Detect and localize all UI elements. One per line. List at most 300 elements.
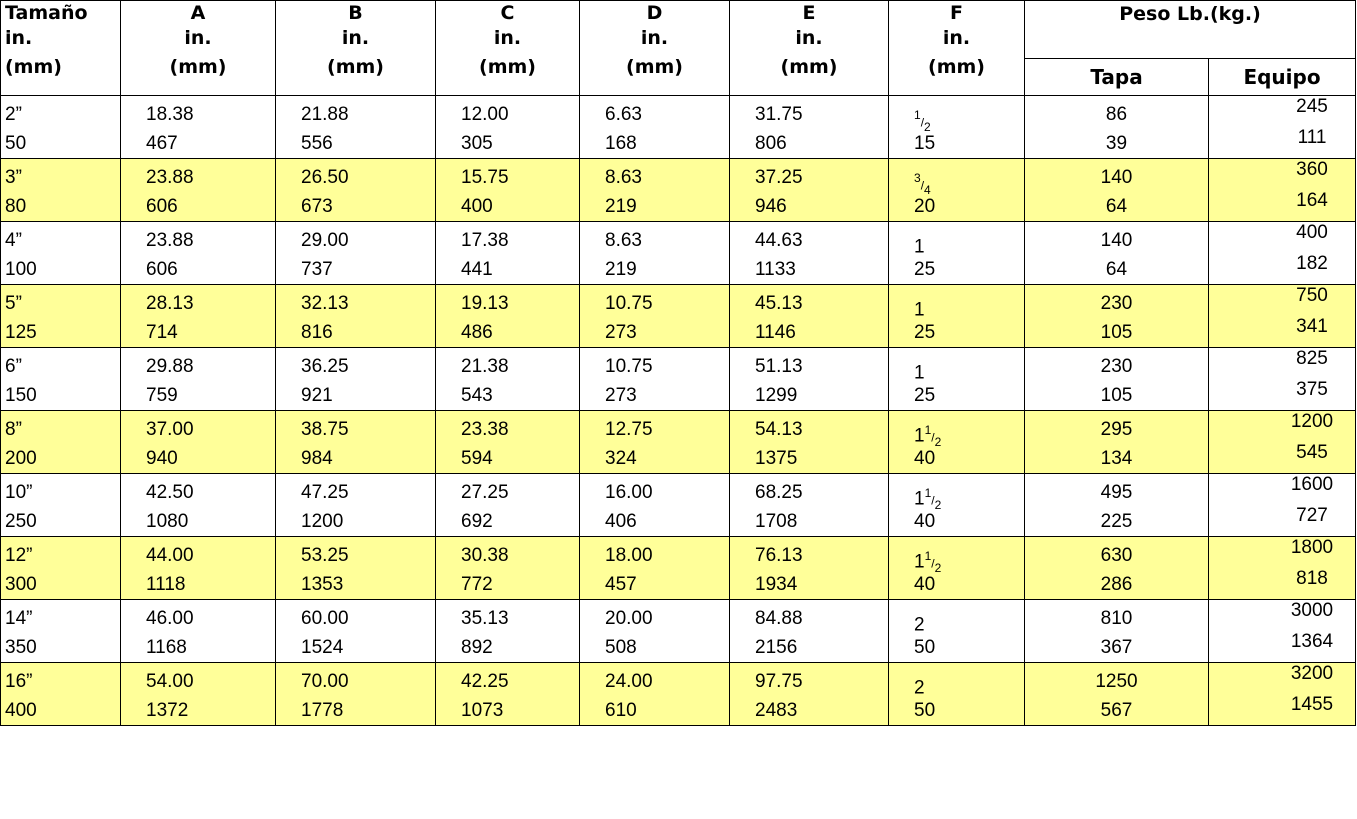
cell-tapa-in: 1250 bbox=[1095, 671, 1138, 692]
table-row bbox=[1, 537, 1356, 600]
cell-size-mm: 150 bbox=[5, 385, 37, 406]
cell-b-mm: 1524 bbox=[301, 637, 344, 658]
fraction-numerator: 1 bbox=[924, 423, 932, 437]
fraction-numerator: 3 bbox=[914, 171, 921, 185]
fraction-denominator: 2 bbox=[934, 435, 942, 450]
cell-b-in: 29.00 bbox=[301, 230, 349, 251]
cell-a-mm: 1372 bbox=[146, 700, 189, 721]
cell-e-mm: 1375 bbox=[755, 448, 798, 469]
fraction-slash: / bbox=[920, 178, 925, 193]
cell-tapa bbox=[1025, 222, 1209, 285]
cell-tapa-in: 140 bbox=[1100, 230, 1133, 251]
cell-size-mm: 200 bbox=[5, 448, 37, 469]
cell-b bbox=[276, 474, 436, 537]
cell-e bbox=[730, 285, 889, 348]
cell-c bbox=[436, 159, 580, 222]
cell-f-in bbox=[914, 419, 1024, 448]
cell-equipo-mm: 182 bbox=[1296, 253, 1328, 274]
cell-size bbox=[1, 537, 121, 600]
cell-b bbox=[276, 600, 436, 663]
cell-f-mm: 40 bbox=[914, 448, 936, 469]
cell-size bbox=[1, 159, 121, 222]
cell-e-in: 68.25 bbox=[755, 482, 803, 503]
cell-equipo-mm: 1455 bbox=[1290, 694, 1334, 715]
cell-d bbox=[580, 159, 730, 222]
cell-c-mm: 305 bbox=[461, 133, 493, 154]
cell-equipo-in: 360 bbox=[1296, 159, 1328, 180]
cell-tapa bbox=[1025, 411, 1209, 474]
cell-a bbox=[121, 96, 276, 159]
cell-a-in: 18.38 bbox=[146, 104, 194, 125]
cell-size-in: 8” bbox=[5, 419, 22, 440]
header-e: E in. (mm) bbox=[730, 1, 889, 96]
cell-size bbox=[1, 96, 121, 159]
cell-tapa bbox=[1025, 96, 1209, 159]
cell-b-in: 38.75 bbox=[301, 419, 349, 440]
cell-tapa-in: 495 bbox=[1100, 482, 1133, 503]
cell-c-in: 35.13 bbox=[461, 608, 509, 629]
cell-a bbox=[121, 537, 276, 600]
cell-f-mm: 25 bbox=[914, 322, 936, 343]
cell-d bbox=[580, 537, 730, 600]
cell-d bbox=[580, 96, 730, 159]
cell-b-in: 36.25 bbox=[301, 356, 349, 377]
cell-c-mm: 543 bbox=[461, 385, 493, 406]
cell-equipo bbox=[1209, 600, 1356, 663]
cell-a-in: 29.88 bbox=[146, 356, 194, 377]
cell-e-in: 51.13 bbox=[755, 356, 803, 377]
cell-a-mm: 1118 bbox=[146, 574, 186, 595]
cell-e bbox=[730, 411, 889, 474]
cell-f-mm: 25 bbox=[914, 385, 936, 406]
cell-equipo-mm: 545 bbox=[1296, 442, 1328, 463]
cell-a bbox=[121, 474, 276, 537]
cell-a bbox=[121, 663, 276, 726]
cell-size-mm: 350 bbox=[5, 637, 37, 658]
cell-size-mm: 125 bbox=[5, 322, 37, 343]
cell-size-mm: 50 bbox=[5, 133, 27, 154]
fraction-whole: 2 bbox=[914, 614, 925, 636]
fraction-whole: 1 bbox=[914, 362, 925, 384]
cell-tapa bbox=[1025, 663, 1209, 726]
cell-f-in bbox=[914, 671, 1024, 700]
cell-f bbox=[889, 600, 1025, 663]
cell-d-mm: 324 bbox=[605, 448, 637, 469]
cell-c-mm: 486 bbox=[461, 322, 493, 343]
cell-size-in: 3” bbox=[5, 167, 22, 188]
cell-e bbox=[730, 159, 889, 222]
header-c: C in. (mm) bbox=[436, 1, 580, 96]
cell-c bbox=[436, 474, 580, 537]
cell-size bbox=[1, 348, 121, 411]
cell-f bbox=[889, 96, 1025, 159]
cell-e-in: 37.25 bbox=[755, 167, 803, 188]
cell-e-mm: 1299 bbox=[755, 385, 798, 406]
cell-b bbox=[276, 348, 436, 411]
cell-equipo-in: 400 bbox=[1296, 222, 1328, 243]
cell-size-in: 5” bbox=[5, 293, 22, 314]
header-equipo: Equipo bbox=[1209, 59, 1356, 96]
cell-e-in: 54.13 bbox=[755, 419, 803, 440]
cell-d bbox=[580, 600, 730, 663]
fraction-denominator: 2 bbox=[924, 120, 931, 135]
cell-c-mm: 441 bbox=[461, 259, 493, 280]
cell-e bbox=[730, 348, 889, 411]
cell-c bbox=[436, 537, 580, 600]
cell-e-mm: 1934 bbox=[755, 574, 798, 595]
cell-a-mm: 759 bbox=[146, 385, 178, 406]
cell-equipo-mm: 1364 bbox=[1290, 631, 1334, 652]
cell-size bbox=[1, 600, 121, 663]
fraction-whole: 2 bbox=[914, 677, 925, 699]
cell-c-mm: 692 bbox=[461, 511, 493, 532]
cell-tapa bbox=[1025, 159, 1209, 222]
cell-d-in: 8.63 bbox=[605, 230, 642, 251]
cell-size bbox=[1, 222, 121, 285]
cell-b-in: 26.50 bbox=[301, 167, 349, 188]
cell-b bbox=[276, 285, 436, 348]
cell-e-mm: 1146 bbox=[755, 322, 796, 343]
cell-tapa-in: 230 bbox=[1100, 293, 1133, 314]
cell-b-mm: 921 bbox=[301, 385, 333, 406]
cell-c-mm: 772 bbox=[461, 574, 493, 595]
cell-size bbox=[1, 285, 121, 348]
cell-b-mm: 673 bbox=[301, 196, 333, 217]
fraction-whole: 1 bbox=[914, 551, 925, 573]
cell-a bbox=[121, 159, 276, 222]
cell-size-in: 4” bbox=[5, 230, 22, 251]
cell-c bbox=[436, 222, 580, 285]
cell-e bbox=[730, 663, 889, 726]
cell-a bbox=[121, 600, 276, 663]
cell-tapa-mm: 64 bbox=[1105, 259, 1128, 280]
cell-size bbox=[1, 474, 121, 537]
table-row bbox=[1, 348, 1356, 411]
fraction-numerator: 1 bbox=[924, 549, 932, 563]
cell-size bbox=[1, 663, 121, 726]
fraction-denominator: 4 bbox=[924, 183, 931, 198]
cell-equipo bbox=[1209, 537, 1356, 600]
header-tapa: Tapa bbox=[1025, 59, 1209, 96]
fraction-whole: 1 bbox=[914, 488, 925, 510]
header-b: B in. (mm) bbox=[276, 1, 436, 96]
cell-c bbox=[436, 285, 580, 348]
cell-b bbox=[276, 537, 436, 600]
cell-f bbox=[889, 411, 1025, 474]
cell-f-mm: 25 bbox=[914, 259, 936, 280]
table-row bbox=[1, 96, 1356, 159]
cell-f-in bbox=[914, 167, 1024, 196]
cell-f-mm: 40 bbox=[914, 574, 936, 595]
cell-d-mm: 273 bbox=[605, 322, 637, 343]
cell-size-in: 12” bbox=[5, 545, 33, 566]
cell-tapa bbox=[1025, 600, 1209, 663]
cell-f bbox=[889, 348, 1025, 411]
cell-a-mm: 606 bbox=[146, 259, 178, 280]
cell-equipo-mm: 341 bbox=[1296, 316, 1328, 337]
cell-e-in: 76.13 bbox=[755, 545, 803, 566]
cell-c-in: 27.25 bbox=[461, 482, 509, 503]
cell-a-in: 23.88 bbox=[146, 167, 194, 188]
cell-d-in: 6.63 bbox=[605, 104, 642, 125]
cell-d-in: 8.63 bbox=[605, 167, 642, 188]
cell-f bbox=[889, 663, 1025, 726]
cell-e-mm: 2156 bbox=[755, 637, 798, 658]
cell-d bbox=[580, 348, 730, 411]
cell-e bbox=[730, 600, 889, 663]
cell-a-in: 54.00 bbox=[146, 671, 194, 692]
cell-b-mm: 1353 bbox=[301, 574, 344, 595]
fraction-whole: 1 bbox=[914, 236, 925, 258]
cell-equipo bbox=[1209, 348, 1356, 411]
cell-equipo bbox=[1209, 411, 1356, 474]
cell-b-in: 47.25 bbox=[301, 482, 349, 503]
cell-c-in: 23.38 bbox=[461, 419, 509, 440]
cell-c bbox=[436, 96, 580, 159]
cell-d bbox=[580, 285, 730, 348]
cell-equipo-in: 1200 bbox=[1290, 411, 1334, 432]
cell-b-in: 70.00 bbox=[301, 671, 349, 692]
cell-c-in: 15.75 bbox=[461, 167, 509, 188]
cell-d-mm: 168 bbox=[605, 133, 637, 154]
cell-e-mm: 946 bbox=[755, 196, 787, 217]
cell-e-in: 97.75 bbox=[755, 671, 803, 692]
cell-size bbox=[1, 411, 121, 474]
cell-tapa-in: 630 bbox=[1100, 545, 1133, 566]
cell-f bbox=[889, 159, 1025, 222]
cell-size-mm: 250 bbox=[5, 511, 37, 532]
cell-d-in: 10.75 bbox=[605, 293, 653, 314]
fraction-denominator: 2 bbox=[934, 561, 942, 576]
cell-f-mm: 15 bbox=[914, 133, 936, 154]
cell-equipo bbox=[1209, 663, 1356, 726]
cell-equipo-in: 3200 bbox=[1290, 663, 1334, 684]
cell-a-mm: 467 bbox=[146, 133, 178, 154]
cell-equipo bbox=[1209, 159, 1356, 222]
fraction-slash: / bbox=[931, 556, 935, 571]
cell-a-in: 37.00 bbox=[146, 419, 194, 440]
cell-d-in: 24.00 bbox=[605, 671, 653, 692]
cell-b bbox=[276, 96, 436, 159]
cell-c-in: 12.00 bbox=[461, 104, 509, 125]
cell-b-mm: 556 bbox=[301, 133, 333, 154]
cell-d-mm: 457 bbox=[605, 574, 637, 595]
cell-c-mm: 400 bbox=[461, 196, 493, 217]
cell-a-in: 44.00 bbox=[146, 545, 194, 566]
cell-equipo bbox=[1209, 474, 1356, 537]
cell-a-in: 28.13 bbox=[146, 293, 194, 314]
cell-equipo-in: 3000 bbox=[1290, 600, 1334, 621]
cell-a-in: 46.00 bbox=[146, 608, 194, 629]
cell-f-in bbox=[914, 482, 1024, 511]
cell-equipo bbox=[1209, 96, 1356, 159]
cell-a bbox=[121, 285, 276, 348]
cell-tapa-in: 230 bbox=[1100, 356, 1133, 377]
cell-c-mm: 892 bbox=[461, 637, 493, 658]
cell-size-mm: 400 bbox=[5, 700, 37, 721]
cell-e-mm: 1708 bbox=[755, 511, 798, 532]
cell-a-mm: 606 bbox=[146, 196, 178, 217]
header-a: A in. (mm) bbox=[121, 1, 276, 96]
cell-equipo-in: 825 bbox=[1296, 348, 1328, 369]
fraction-numerator: 1 bbox=[914, 108, 921, 122]
cell-e bbox=[730, 222, 889, 285]
cell-d-in: 10.75 bbox=[605, 356, 653, 377]
cell-b-mm: 737 bbox=[301, 259, 333, 280]
fraction-numerator: 1 bbox=[924, 486, 932, 500]
cell-equipo-in: 245 bbox=[1296, 96, 1328, 117]
cell-d-in: 12.75 bbox=[605, 419, 653, 440]
cell-size-mm: 300 bbox=[5, 574, 37, 595]
cell-b bbox=[276, 663, 436, 726]
cell-equipo-mm: 375 bbox=[1296, 379, 1328, 400]
cell-tapa-in: 86 bbox=[1105, 104, 1128, 125]
cell-tapa-mm: 567 bbox=[1100, 700, 1133, 721]
cell-equipo bbox=[1209, 222, 1356, 285]
cell-e-in: 45.13 bbox=[755, 293, 803, 314]
fraction-denominator: 2 bbox=[934, 498, 942, 513]
cell-c-in: 42.25 bbox=[461, 671, 509, 692]
cell-d bbox=[580, 222, 730, 285]
cell-d-in: 16.00 bbox=[605, 482, 653, 503]
cell-b-mm: 816 bbox=[301, 322, 333, 343]
cell-tapa-mm: 225 bbox=[1100, 511, 1133, 532]
cell-equipo-in: 750 bbox=[1296, 285, 1328, 306]
cell-size-in: 14” bbox=[5, 608, 33, 629]
fraction-slash: / bbox=[920, 115, 925, 130]
table-row bbox=[1, 600, 1356, 663]
cell-size-mm: 100 bbox=[5, 259, 37, 280]
cell-equipo-in: 1600 bbox=[1290, 474, 1334, 495]
cell-tapa-mm: 64 bbox=[1105, 196, 1128, 217]
cell-d bbox=[580, 474, 730, 537]
cell-f bbox=[889, 537, 1025, 600]
header-d: D in. (mm) bbox=[580, 1, 730, 96]
cell-c bbox=[436, 663, 580, 726]
cell-b-in: 60.00 bbox=[301, 608, 349, 629]
cell-f-in bbox=[914, 293, 1024, 322]
cell-d-mm: 508 bbox=[605, 637, 637, 658]
cell-e-mm: 806 bbox=[755, 133, 787, 154]
cell-tapa-mm: 134 bbox=[1100, 448, 1133, 469]
table-row bbox=[1, 411, 1356, 474]
cell-c-mm: 594 bbox=[461, 448, 493, 469]
table-row bbox=[1, 222, 1356, 285]
cell-f-mm: 40 bbox=[914, 511, 936, 532]
cell-c bbox=[436, 348, 580, 411]
cell-e bbox=[730, 537, 889, 600]
cell-a-mm: 714 bbox=[146, 322, 178, 343]
table-row bbox=[1, 159, 1356, 222]
cell-c bbox=[436, 411, 580, 474]
cell-f bbox=[889, 285, 1025, 348]
cell-a bbox=[121, 222, 276, 285]
cell-equipo-mm: 727 bbox=[1296, 505, 1328, 526]
cell-f-in bbox=[914, 545, 1024, 574]
cell-c-in: 19.13 bbox=[461, 293, 509, 314]
cell-tapa bbox=[1025, 537, 1209, 600]
cell-e bbox=[730, 474, 889, 537]
cell-tapa bbox=[1025, 348, 1209, 411]
table-row bbox=[1, 663, 1356, 726]
cell-b-in: 32.13 bbox=[301, 293, 349, 314]
cell-e-in: 84.88 bbox=[755, 608, 803, 629]
cell-a-mm: 940 bbox=[146, 448, 178, 469]
cell-b-mm: 1778 bbox=[301, 700, 344, 721]
cell-tapa-in: 810 bbox=[1100, 608, 1133, 629]
cell-f-mm: 20 bbox=[914, 196, 936, 217]
cell-tapa-in: 295 bbox=[1100, 419, 1133, 440]
cell-d-mm: 406 bbox=[605, 511, 637, 532]
cell-tapa-mm: 286 bbox=[1100, 574, 1133, 595]
cell-f-in bbox=[914, 608, 1024, 637]
cell-c bbox=[436, 600, 580, 663]
cell-equipo-mm: 111 bbox=[1297, 127, 1327, 148]
fraction-slash: / bbox=[931, 493, 935, 508]
cell-c-in: 30.38 bbox=[461, 545, 509, 566]
cell-c-mm: 1073 bbox=[461, 700, 504, 721]
cell-tapa bbox=[1025, 474, 1209, 537]
cell-f bbox=[889, 474, 1025, 537]
cell-f-in bbox=[914, 104, 1024, 133]
cell-f-mm: 50 bbox=[914, 637, 936, 658]
cell-c-in: 21.38 bbox=[461, 356, 509, 377]
cell-f bbox=[889, 222, 1025, 285]
table-row bbox=[1, 474, 1356, 537]
cell-size-in: 16” bbox=[5, 671, 33, 692]
fraction-whole: 1 bbox=[914, 299, 925, 321]
cell-d-mm: 610 bbox=[605, 700, 637, 721]
cell-tapa bbox=[1025, 285, 1209, 348]
cell-size-in: 2” bbox=[5, 104, 22, 125]
cell-c-in: 17.38 bbox=[461, 230, 509, 251]
cell-d-mm: 219 bbox=[605, 259, 637, 280]
cell-equipo bbox=[1209, 285, 1356, 348]
cell-e-mm: 2483 bbox=[755, 700, 798, 721]
cell-d-in: 20.00 bbox=[605, 608, 653, 629]
fraction-whole: 1 bbox=[914, 425, 925, 447]
cell-a-mm: 1168 bbox=[146, 637, 187, 658]
cell-tapa-mm: 105 bbox=[1100, 322, 1133, 343]
cell-e bbox=[730, 96, 889, 159]
cell-f-in bbox=[914, 230, 1024, 259]
cell-tapa-mm: 39 bbox=[1105, 133, 1128, 154]
cell-b bbox=[276, 222, 436, 285]
cell-b-in: 53.25 bbox=[301, 545, 349, 566]
cell-d-mm: 219 bbox=[605, 196, 637, 217]
cell-f-mm: 50 bbox=[914, 700, 936, 721]
cell-e-mm: 1133 bbox=[755, 259, 796, 280]
cell-tapa-in: 140 bbox=[1100, 167, 1133, 188]
fraction-slash: / bbox=[931, 430, 935, 445]
cell-a-mm: 1080 bbox=[146, 511, 189, 532]
cell-size-in: 6” bbox=[5, 356, 22, 377]
table-row bbox=[1, 285, 1356, 348]
cell-d-in: 18.00 bbox=[605, 545, 653, 566]
cell-size-mm: 80 bbox=[5, 196, 27, 217]
table-body bbox=[1, 96, 1356, 726]
cell-size-in: 10” bbox=[5, 482, 33, 503]
cell-b-mm: 984 bbox=[301, 448, 333, 469]
cell-d bbox=[580, 411, 730, 474]
header-peso: Peso Lb.(kg.) bbox=[1025, 1, 1356, 59]
cell-a-in: 23.88 bbox=[146, 230, 194, 251]
cell-tapa-mm: 367 bbox=[1100, 637, 1133, 658]
cell-e-in: 44.63 bbox=[755, 230, 803, 251]
header-f: F in. (mm) bbox=[889, 1, 1025, 96]
header-size: Tamaño in. (mm) bbox=[1, 1, 121, 96]
cell-a-in: 42.50 bbox=[146, 482, 194, 503]
